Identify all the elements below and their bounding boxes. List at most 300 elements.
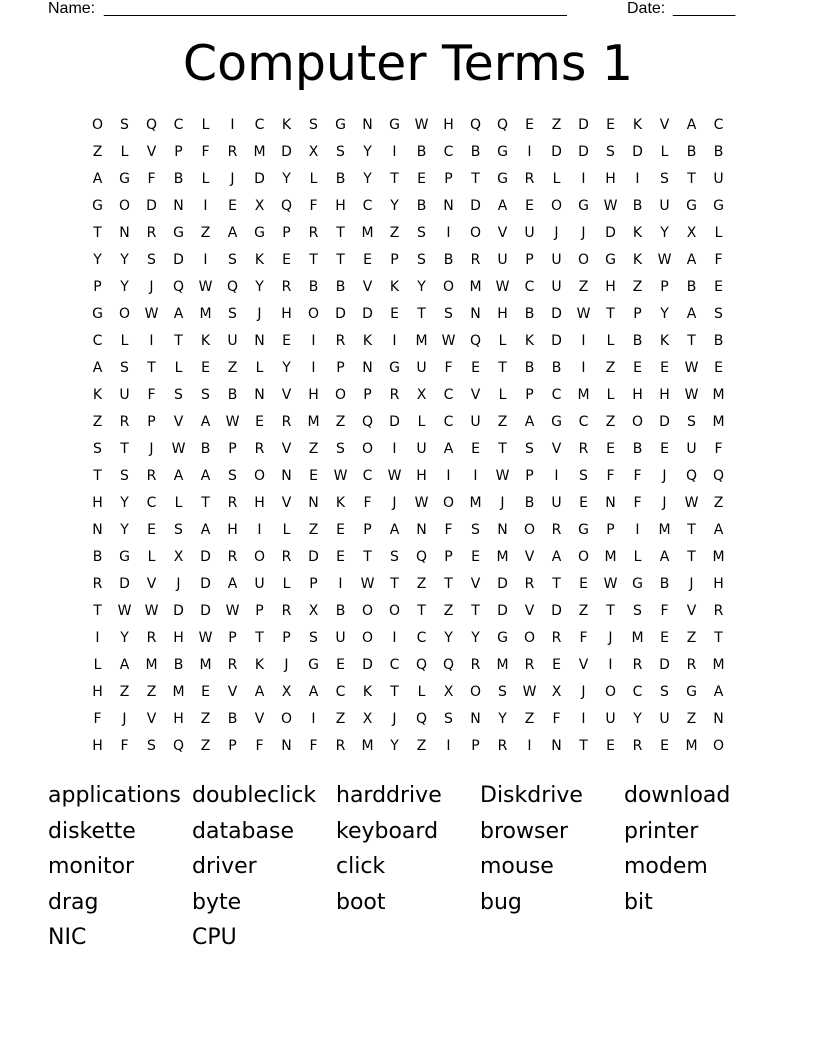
grid-letter: W <box>117 603 132 619</box>
grid-letter: I <box>149 333 154 349</box>
grid-letter: C <box>254 117 265 133</box>
grid-row <box>84 328 732 355</box>
word-bank-row <box>48 921 768 957</box>
grid-letter: V <box>524 549 535 565</box>
grid-letter: T <box>336 252 345 268</box>
grid-letter: W <box>171 441 186 457</box>
grid-letter: O <box>118 306 131 322</box>
word-bank-item: click <box>336 854 386 879</box>
grid-letter: E <box>336 522 345 538</box>
grid-letter: P <box>471 738 480 754</box>
word-bank-item: bit <box>624 889 653 915</box>
grid-letter: Q <box>496 117 509 133</box>
grid-letter: I <box>581 333 586 349</box>
grid-letter: N <box>443 198 454 214</box>
grid-letter: R <box>227 144 238 160</box>
grid-letter: N <box>254 387 265 403</box>
grid-letter: S <box>390 549 399 565</box>
grid-letter: N <box>416 522 427 538</box>
grid-letter: V <box>146 144 157 160</box>
grid-letter: P <box>363 387 372 403</box>
grid-letter: Y <box>390 738 399 754</box>
grid-row <box>84 166 732 193</box>
grid-letter: S <box>336 144 345 160</box>
grid-letter: T <box>687 549 696 565</box>
grid-letter: R <box>146 225 157 241</box>
grid-letter: N <box>605 495 616 511</box>
grid-letter: T <box>390 576 399 592</box>
grid-letter: R <box>713 603 724 619</box>
grid-letter: D <box>200 603 211 619</box>
grid-letter: V <box>146 711 157 727</box>
grid-letter: Y <box>120 522 129 538</box>
grid-letter: B <box>173 171 184 187</box>
grid-letter: A <box>200 522 211 538</box>
word-bank-item: diskette <box>48 818 136 844</box>
grid-letter: R <box>227 657 238 673</box>
word-bank-item: database <box>192 818 294 844</box>
grid-letter: G <box>686 684 697 700</box>
grid-letter: C <box>443 387 454 403</box>
grid-letter: C <box>173 117 184 133</box>
grid-letter: D <box>578 117 589 133</box>
grid-letter: K <box>632 252 643 268</box>
grid-letter: I <box>311 360 316 376</box>
grid-letter: P <box>174 144 183 160</box>
grid-letter: M <box>685 738 698 754</box>
grid-letter: F <box>309 738 318 754</box>
grid-letter: Z <box>92 144 103 160</box>
grid-letter: Z <box>146 684 157 700</box>
grid-letter: H <box>254 495 265 511</box>
grid-letter: A <box>254 684 265 700</box>
grid-letter: P <box>228 738 237 754</box>
grid-letter: Z <box>632 279 643 295</box>
grid-letter: F <box>93 711 102 727</box>
grid-letter: H <box>92 738 103 754</box>
grid-letter: G <box>92 198 103 214</box>
grid-letter: P <box>363 522 372 538</box>
grid-letter: G <box>389 117 400 133</box>
grid-letter: D <box>200 549 211 565</box>
word-search-grid <box>84 112 732 760</box>
grid-letter: D <box>551 603 562 619</box>
grid-letter: R <box>281 279 292 295</box>
grid-letter: E <box>282 333 291 349</box>
grid-letter: O <box>334 387 347 403</box>
grid-letter: L <box>417 684 426 700</box>
word-bank-row <box>48 779 768 815</box>
grid-letter: G <box>578 522 589 538</box>
grid-letter: H <box>713 576 724 592</box>
grid-letter: D <box>551 306 562 322</box>
grid-letter: J <box>176 576 181 592</box>
grid-letter: S <box>309 630 318 646</box>
word-bank-item: NIC <box>48 925 87 950</box>
grid-letter: R <box>119 414 130 430</box>
grid-letter: M <box>712 657 725 673</box>
grid-letter: A <box>659 549 670 565</box>
grid-letter: K <box>92 387 103 403</box>
grid-letter: I <box>392 333 397 349</box>
grid-letter: T <box>687 333 696 349</box>
grid-letter: L <box>282 522 291 538</box>
grid-letter: K <box>200 333 211 349</box>
grid-letter: O <box>361 603 374 619</box>
grid-letter: H <box>416 468 427 484</box>
grid-letter: J <box>689 576 694 592</box>
grid-letter: S <box>201 387 210 403</box>
grid-letter: J <box>662 495 667 511</box>
grid-letter: J <box>230 171 235 187</box>
grid-letter: Z <box>389 225 400 241</box>
grid-letter: W <box>333 468 348 484</box>
grid-letter: A <box>173 306 184 322</box>
grid-letter: A <box>92 360 103 376</box>
grid-row <box>84 274 732 301</box>
word-bank <box>48 779 768 957</box>
grid-letter: J <box>149 441 154 457</box>
grid-row <box>84 139 732 166</box>
grid-letter: A <box>686 306 697 322</box>
grid-letter: R <box>551 630 562 646</box>
grid-letter: B <box>686 279 697 295</box>
grid-letter: R <box>389 387 400 403</box>
grid-letter: H <box>173 711 184 727</box>
grid-letter: E <box>471 360 480 376</box>
grid-letter: B <box>335 171 346 187</box>
grid-letter: V <box>227 684 238 700</box>
grid-letter: X <box>281 684 292 700</box>
grid-letter: Y <box>363 144 372 160</box>
grid-letter: L <box>606 333 615 349</box>
grid-letter: Q <box>415 549 428 565</box>
grid-letter: H <box>92 684 103 700</box>
grid-letter: Z <box>578 603 589 619</box>
grid-letter: L <box>660 144 669 160</box>
grid-letter: H <box>605 279 616 295</box>
grid-letter: B <box>227 711 238 727</box>
grid-letter: C <box>389 657 400 673</box>
grid-letter: T <box>93 468 102 484</box>
grid-letter: U <box>227 333 238 349</box>
grid-letter: J <box>149 279 154 295</box>
grid-letter: X <box>362 711 373 727</box>
grid-letter: W <box>387 468 402 484</box>
grid-letter: V <box>146 576 157 592</box>
grid-letter: S <box>660 171 669 187</box>
grid-letter: R <box>632 738 643 754</box>
grid-letter: Q <box>469 117 482 133</box>
grid-letter: U <box>605 711 616 727</box>
grid-letter: Z <box>227 360 238 376</box>
grid-letter: P <box>525 252 534 268</box>
grid-letter: E <box>282 252 291 268</box>
grid-letter: S <box>579 468 588 484</box>
grid-letter: W <box>684 360 699 376</box>
grid-letter: E <box>147 522 156 538</box>
grid-letter: E <box>336 549 345 565</box>
grid-letter: G <box>92 306 103 322</box>
grid-letter: B <box>335 603 346 619</box>
grid-letter: L <box>93 657 102 673</box>
grid-letter: S <box>444 711 453 727</box>
grid-letter: D <box>632 144 643 160</box>
grid-letter: V <box>362 279 373 295</box>
grid-letter: T <box>336 225 345 241</box>
grid-letter: T <box>471 603 480 619</box>
grid-row <box>84 517 732 544</box>
grid-letter: A <box>686 117 697 133</box>
grid-letter: T <box>714 630 723 646</box>
grid-letter: P <box>93 279 102 295</box>
grid-letter: R <box>146 468 157 484</box>
grid-letter: T <box>579 738 588 754</box>
grid-letter: O <box>523 630 536 646</box>
grid-letter: X <box>416 387 427 403</box>
grid-letter: Y <box>120 252 129 268</box>
grid-letter: R <box>281 414 292 430</box>
grid-letter: A <box>713 522 724 538</box>
grid-letter: O <box>712 738 725 754</box>
grid-letter: J <box>284 657 289 673</box>
grid-letter: R <box>632 657 643 673</box>
grid-letter: Y <box>120 279 129 295</box>
grid-letter: K <box>659 333 670 349</box>
grid-letter: C <box>443 414 454 430</box>
grid-letter: W <box>198 630 213 646</box>
grid-letter: V <box>254 711 265 727</box>
grid-letter: O <box>577 549 590 565</box>
grid-letter: N <box>119 225 130 241</box>
grid-letter: D <box>659 414 670 430</box>
grid-letter: L <box>201 171 210 187</box>
grid-letter: O <box>307 306 320 322</box>
grid-letter: T <box>93 603 102 619</box>
grid-row <box>84 571 732 598</box>
grid-letter: F <box>552 711 561 727</box>
grid-letter: U <box>416 441 427 457</box>
grid-letter: A <box>200 414 211 430</box>
grid-letter: Z <box>92 414 103 430</box>
grid-letter: E <box>660 630 669 646</box>
grid-letter: Z <box>335 414 346 430</box>
grid-letter: Z <box>497 414 508 430</box>
grid-letter: L <box>309 171 318 187</box>
grid-letter: G <box>389 360 400 376</box>
grid-letter: L <box>174 495 183 511</box>
grid-letter: I <box>635 522 640 538</box>
grid-letter: Q <box>469 333 482 349</box>
grid-letter: W <box>225 603 240 619</box>
grid-letter: T <box>687 171 696 187</box>
grid-letter: O <box>361 630 374 646</box>
grid-letter: K <box>281 117 292 133</box>
grid-letter: Q <box>415 711 428 727</box>
grid-letter: I <box>554 468 559 484</box>
grid-letter: B <box>632 198 643 214</box>
grid-letter: C <box>335 684 346 700</box>
grid-letter: N <box>362 360 373 376</box>
grid-letter: T <box>390 171 399 187</box>
grid-letter: H <box>443 117 454 133</box>
grid-letter: P <box>282 630 291 646</box>
grid-letter: E <box>471 441 480 457</box>
grid-letter: E <box>714 279 723 295</box>
word-bank-item: drag <box>48 889 99 915</box>
grid-row <box>84 652 732 679</box>
grid-letter: D <box>281 144 292 160</box>
grid-letter: Z <box>443 603 454 619</box>
grid-letter: V <box>497 225 508 241</box>
grid-letter: F <box>444 522 453 538</box>
grid-letter: K <box>632 117 643 133</box>
grid-letter: I <box>581 711 586 727</box>
grid-letter: W <box>495 468 510 484</box>
grid-letter: R <box>470 657 481 673</box>
grid-letter: P <box>390 252 399 268</box>
grid-letter: U <box>551 495 562 511</box>
grid-letter: G <box>335 117 346 133</box>
grid-letter: L <box>201 117 210 133</box>
grid-letter: S <box>228 306 237 322</box>
grid-letter: S <box>633 603 642 619</box>
grid-letter: O <box>118 198 131 214</box>
grid-letter: G <box>551 414 562 430</box>
grid-letter: G <box>119 549 130 565</box>
grid-letter: P <box>660 279 669 295</box>
grid-letter: I <box>95 630 100 646</box>
grid-letter: B <box>173 657 184 673</box>
word-bank-item: harddrive <box>336 783 442 808</box>
grid-letter: Y <box>390 198 399 214</box>
grid-letter: R <box>227 495 238 511</box>
grid-letter: F <box>660 603 669 619</box>
grid-letter: Y <box>444 630 453 646</box>
grid-letter: S <box>498 684 507 700</box>
grid-letter: W <box>603 576 618 592</box>
grid-letter: I <box>635 171 640 187</box>
grid-letter: G <box>632 576 643 592</box>
grid-letter: B <box>632 441 643 457</box>
grid-letter: E <box>201 684 210 700</box>
grid-letter: D <box>497 603 508 619</box>
grid-letter: L <box>147 549 156 565</box>
grid-letter: V <box>470 576 481 592</box>
grid-letter: R <box>281 603 292 619</box>
grid-letter: H <box>92 495 103 511</box>
grid-letter: P <box>606 522 615 538</box>
grid-letter: U <box>551 279 562 295</box>
grid-letter: D <box>254 171 265 187</box>
grid-letter: Y <box>633 711 642 727</box>
grid-letter: P <box>525 387 534 403</box>
grid-letter: W <box>495 279 510 295</box>
grid-letter: U <box>659 198 670 214</box>
grid-letter: H <box>173 630 184 646</box>
grid-letter: U <box>335 630 346 646</box>
grid-letter: T <box>147 360 156 376</box>
grid-letter: Z <box>308 522 319 538</box>
grid-letter: O <box>388 603 401 619</box>
grid-letter: V <box>173 414 184 430</box>
grid-letter: D <box>362 657 373 673</box>
word-bank-item: monitor <box>48 854 135 879</box>
grid-letter: U <box>659 711 670 727</box>
grid-letter: O <box>631 414 644 430</box>
grid-row <box>84 436 732 463</box>
grid-letter: O <box>550 198 563 214</box>
grid-letter: K <box>632 225 643 241</box>
grid-row <box>84 193 732 220</box>
grid-letter: B <box>524 495 535 511</box>
grid-letter: N <box>362 117 373 133</box>
grid-letter: G <box>497 171 508 187</box>
grid-letter: T <box>687 522 696 538</box>
grid-letter: A <box>92 171 103 187</box>
grid-letter: W <box>522 684 537 700</box>
grid-letter: Z <box>551 117 562 133</box>
grid-row <box>84 490 732 517</box>
grid-letter: J <box>257 306 262 322</box>
grid-letter: S <box>174 522 183 538</box>
grid-letter: E <box>309 468 318 484</box>
grid-letter: Y <box>93 252 102 268</box>
grid-letter: D <box>362 306 373 322</box>
grid-letter: A <box>173 468 184 484</box>
grid-letter: C <box>551 387 562 403</box>
grid-letter: R <box>146 630 157 646</box>
grid-letter: I <box>446 225 451 241</box>
grid-letter: K <box>362 333 373 349</box>
grid-letter: U <box>119 387 130 403</box>
grid-letter: J <box>662 468 667 484</box>
grid-letter: H <box>632 387 643 403</box>
grid-letter: F <box>147 171 156 187</box>
grid-letter: O <box>91 117 104 133</box>
grid-letter: G <box>497 630 508 646</box>
word-bank-item: keyboard <box>336 818 439 844</box>
name-label: Name: <box>48 0 96 17</box>
grid-letter: E <box>660 360 669 376</box>
grid-letter: S <box>660 684 669 700</box>
grid-letter: T <box>93 225 102 241</box>
grid-letter: D <box>308 549 319 565</box>
grid-letter: Z <box>416 738 427 754</box>
word-bank-item: printer <box>624 818 699 844</box>
grid-letter: B <box>524 360 535 376</box>
grid-letter: T <box>444 576 453 592</box>
grid-letter: T <box>174 333 183 349</box>
grid-letter: F <box>147 387 156 403</box>
grid-letter: F <box>606 468 615 484</box>
grid-letter: I <box>230 117 235 133</box>
grid-letter: R <box>227 549 238 565</box>
grid-letter: E <box>660 441 669 457</box>
grid-letter: K <box>362 684 373 700</box>
grid-letter: N <box>497 522 508 538</box>
grid-letter: Y <box>363 171 372 187</box>
grid-letter: L <box>255 360 264 376</box>
grid-letter: G <box>713 198 724 214</box>
grid-letter: Y <box>120 630 129 646</box>
grid-letter: L <box>120 144 129 160</box>
grid-letter: R <box>308 225 319 241</box>
grid-letter: N <box>551 738 562 754</box>
grid-letter: M <box>469 279 482 295</box>
grid-letter: T <box>363 549 372 565</box>
grid-letter: W <box>657 252 672 268</box>
